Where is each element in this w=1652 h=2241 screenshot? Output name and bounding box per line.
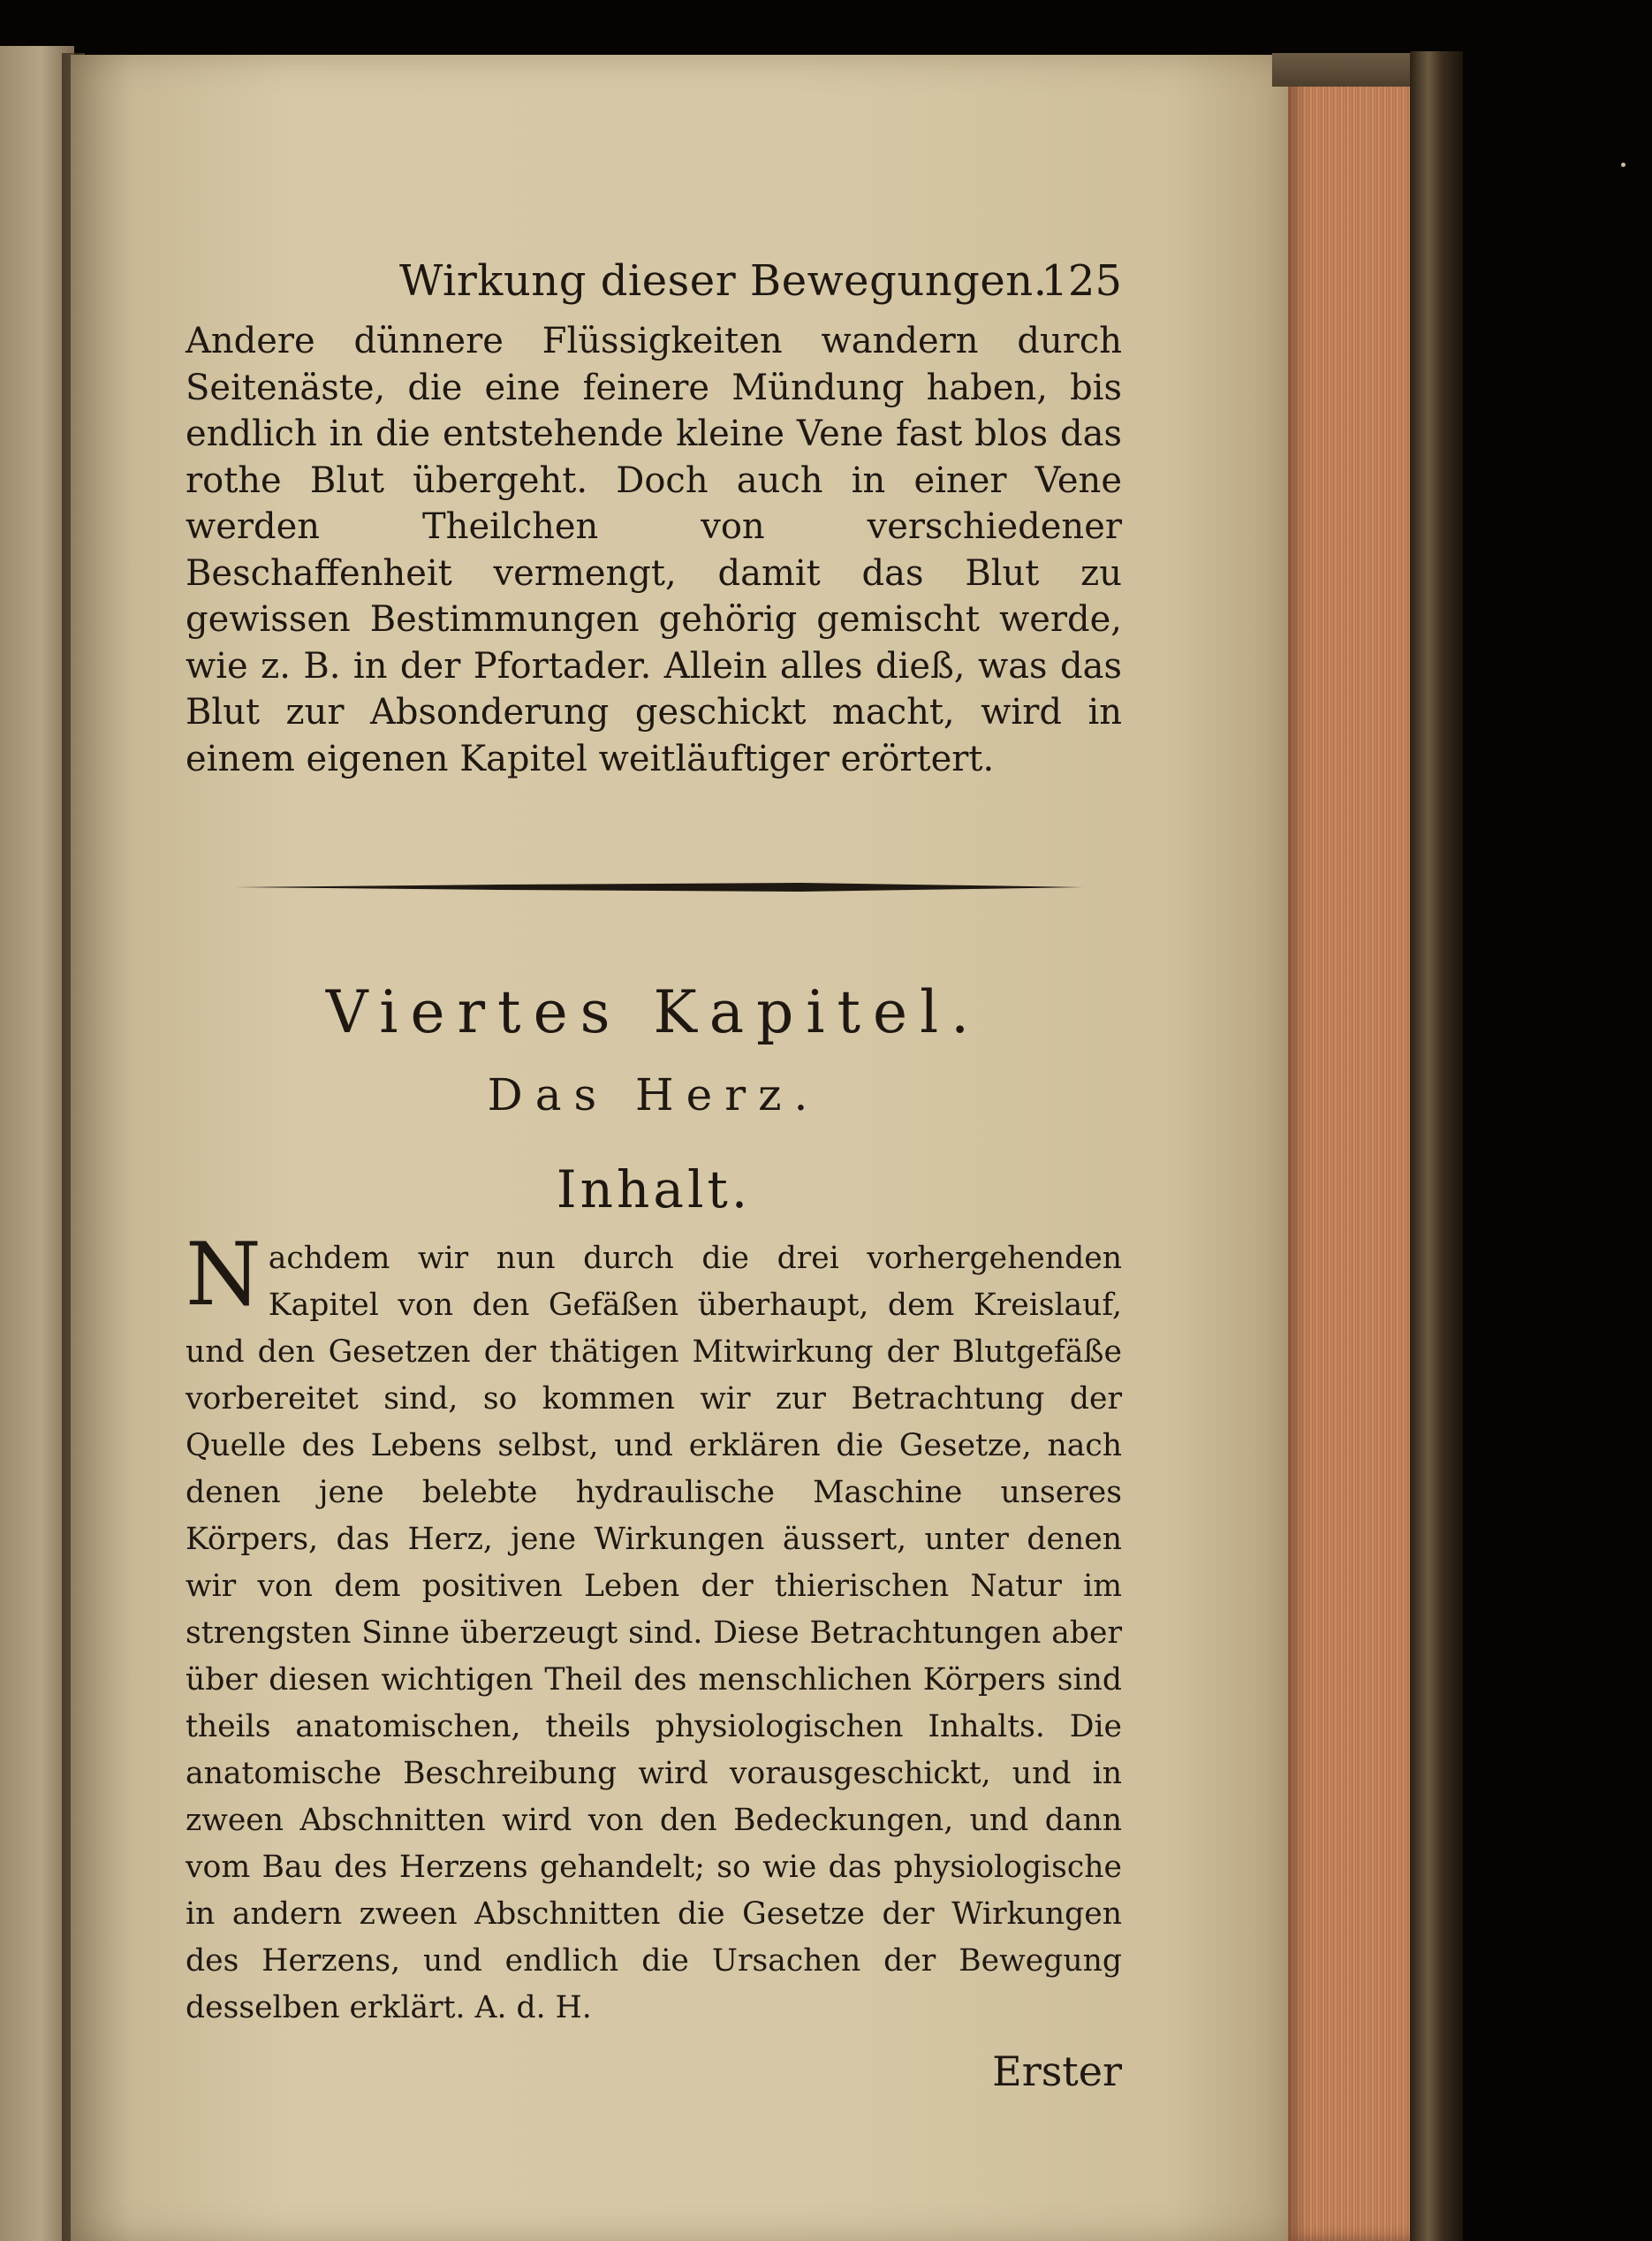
page-header <box>186 256 1122 318</box>
page-number: 125 <box>1041 256 1122 306</box>
summary-paragraph <box>186 1225 1122 2032</box>
opening-paragraph: Andere dünnere Flüssigkeiten wandern durch Seitenäste, die eine feinere Mündung haben, bis endlich in die entstehende kleine Vene fast blos das rothe Blut übergeht. Doch auch in einer Vene werden Theilchen von verschiedener Beschaffenheit vermengt, damit das Blut zu gewissen Bestimmungen gehörig gemischt werde, wie z. B. in der Pfortader. Allein alles dieß, was das Blut zur Absonderung geschickt macht, wird in einem eigenen Kapitel weitläuftiger erörtert. <box>186 321 1122 779</box>
page-edge-block <box>1288 71 1419 2241</box>
chapter-subtitle: Das Herz. <box>487 1069 821 1120</box>
chapter-title: Viertes Kapitel. <box>325 978 982 1046</box>
section-heading: Inhalt. <box>556 1159 752 1219</box>
page-text-block <box>186 256 1122 2095</box>
summary-text: achdem wir nun durch die drei vorhergehenden Kapitel von den Gefäßen überhaupt, dem Kreislauf, und den Gesetzen der thätigen Mitwirkung der Blutgefäße vorbereitet sind, so kommen wir zur Betrachtung der Quelle des Lebens selbst, und erklären die Gesetze, nach denen jene belebte hydraulische Maschine unseres Körpers, das Herz, jene Wirkungen äussert, unter denen wir von dem positiven Leben der thierischen Natur im strengsten Sinne überzeugt sind. Diese Betrachtungen aber über diesen wichtigen Theil des menschlichen Körpers sind theils anatomischen, theils physiologischen Inhalts. Die anatomische Beschreibung wird vorausgeschickt, und in zween Abschnitten wird von den Bedeckungen, und dann vom Bau des Herzens gehandelt; so wie das physiologische in andern zween Abschnitten die Gesetze der Wirkungen des Herzens, und endlich die Ursachen der Bewegung desselben erklärt. A. d. H. <box>186 1241 1122 2025</box>
book-cover-edge <box>1410 51 1463 2241</box>
catchword: Erster <box>992 2047 1122 2095</box>
dust-speck <box>1621 163 1625 167</box>
running-head: Wirkung dieser Bewegungen. <box>399 256 1048 306</box>
section-divider-rule <box>235 881 1083 893</box>
drop-cap: N <box>186 1225 261 1326</box>
